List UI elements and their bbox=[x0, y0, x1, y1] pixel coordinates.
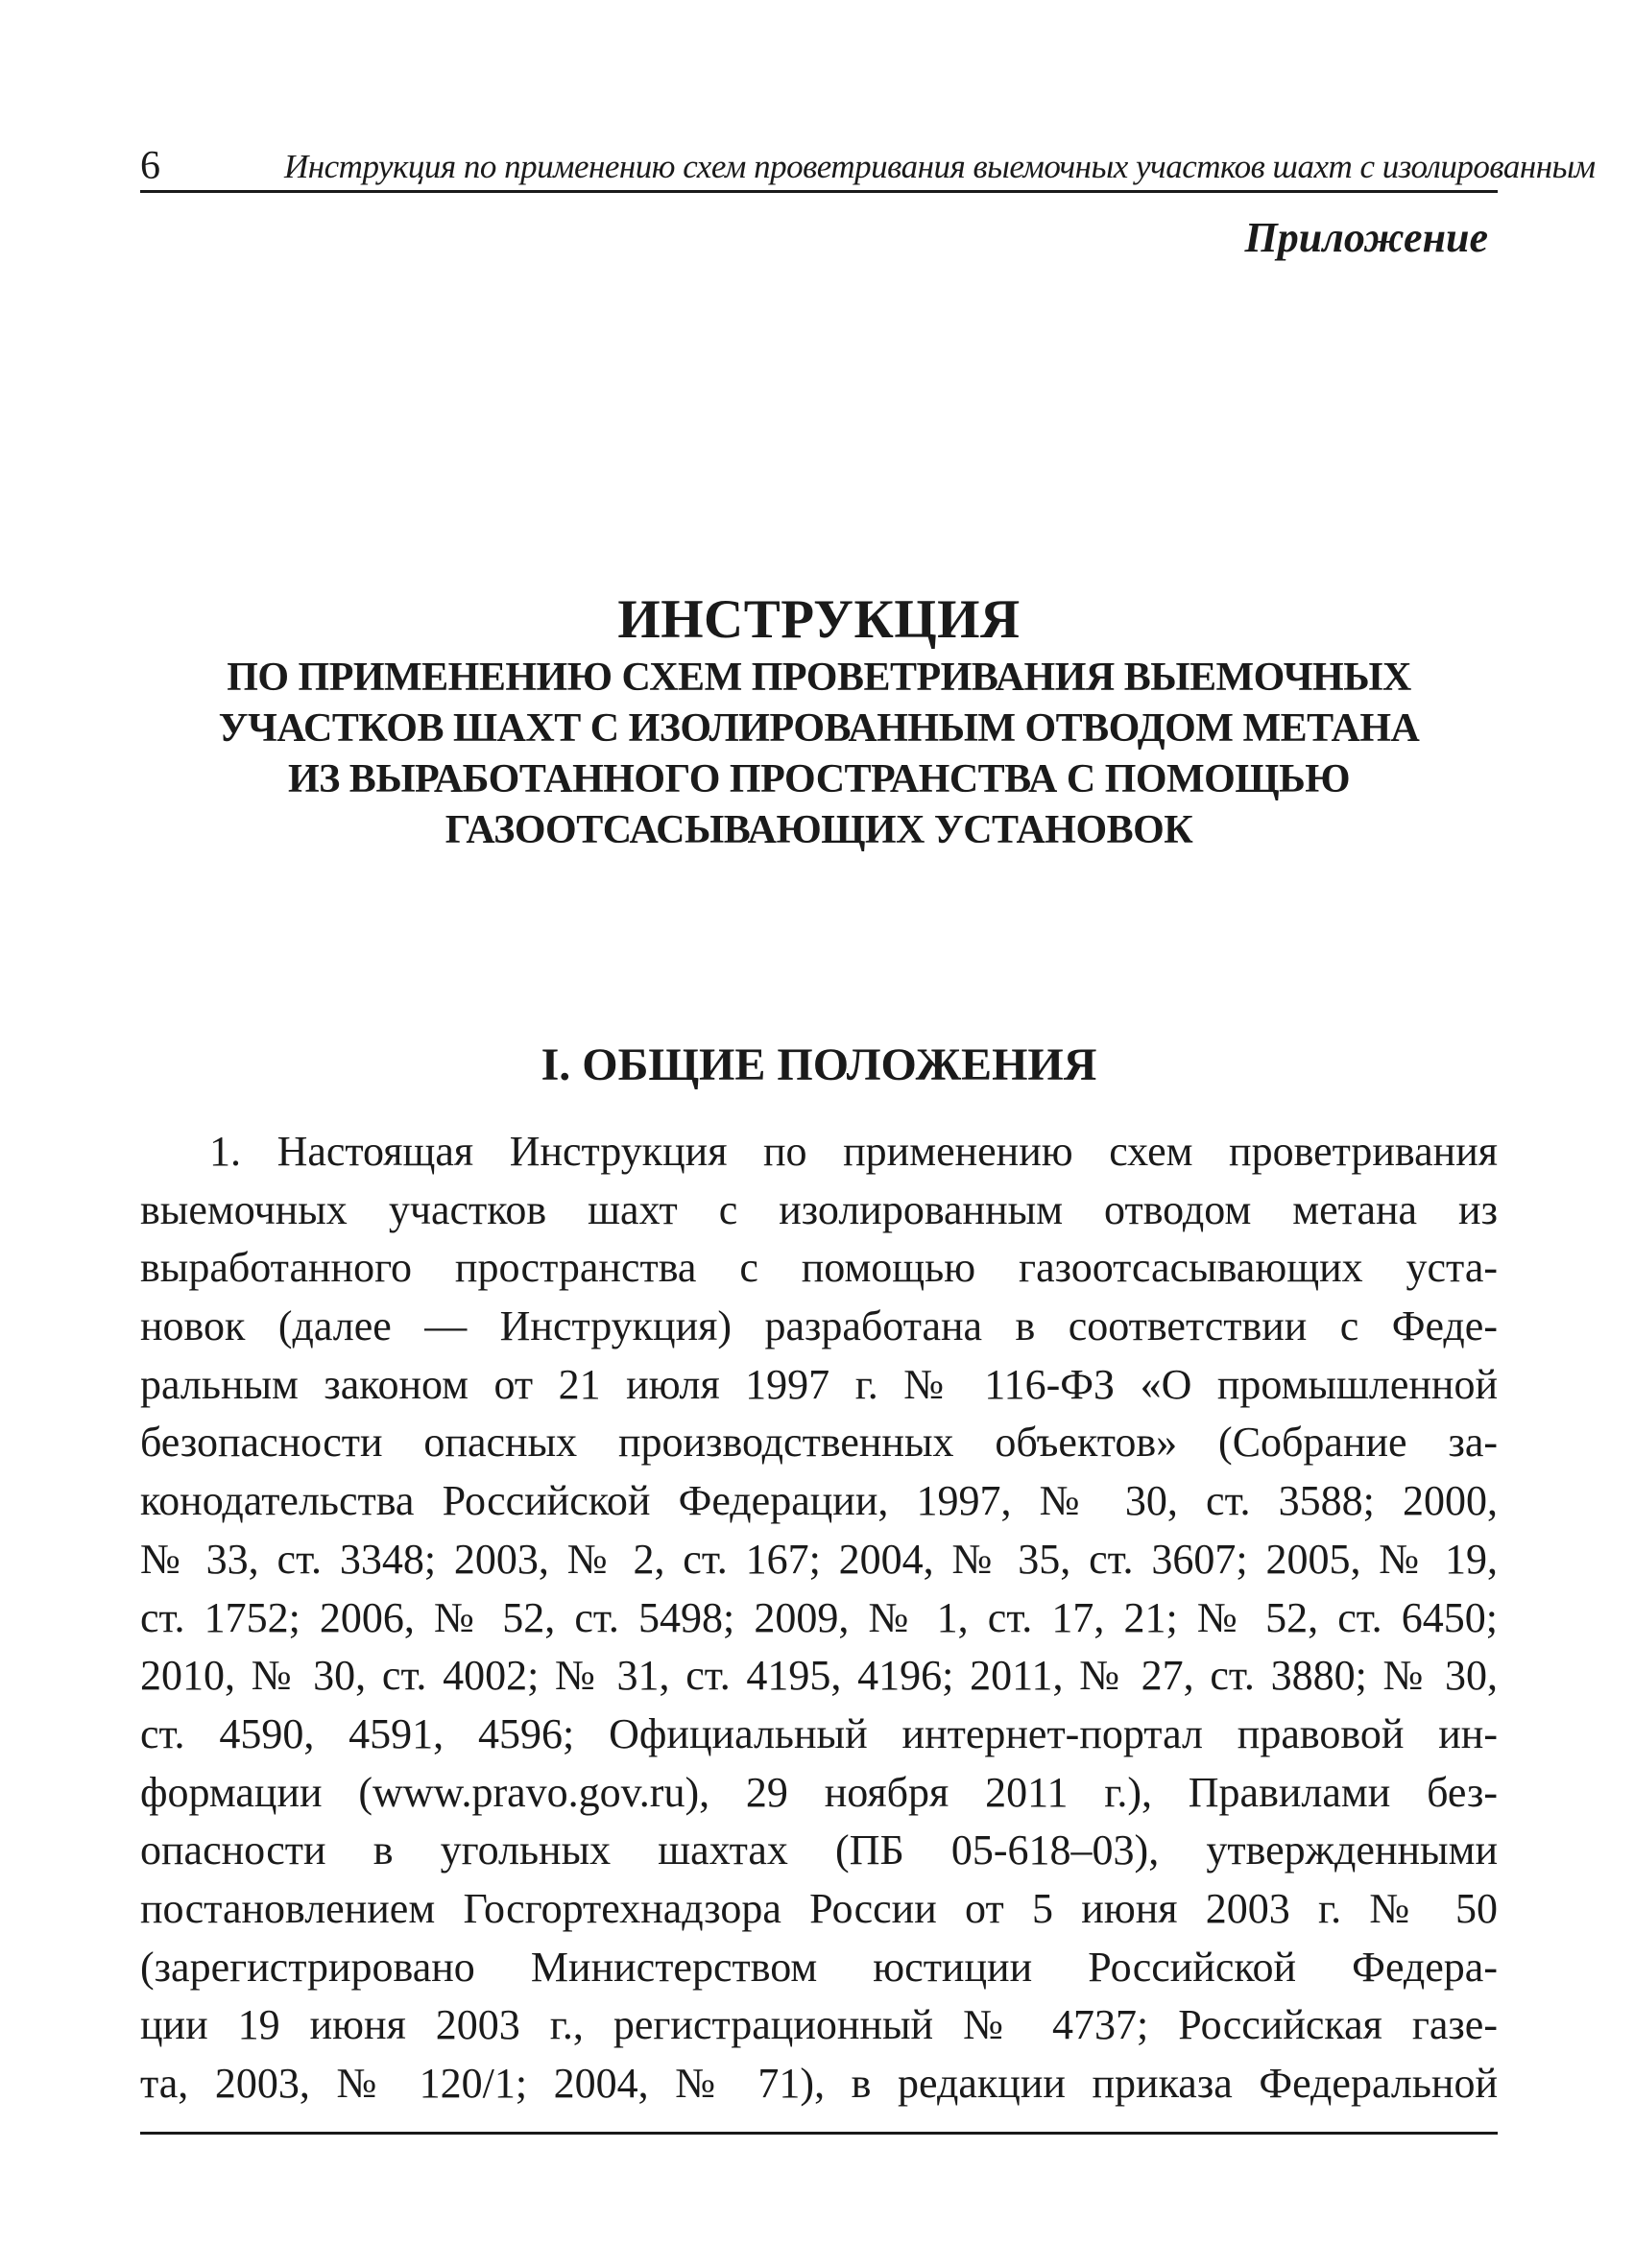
running-title: Инструкция по применению схем проветривания выемочных участков шахт с изолированным bbox=[284, 148, 1596, 185]
paragraph-line: ст. 1752; 2006, № 52, ст. 5498; 2009, № 1, ст. 17, 21; № 52, ст. 6450; bbox=[140, 1593, 1498, 1641]
paragraph-line: опасности в угольных шахтах (ПБ 05-618–03), утвержденными bbox=[140, 1826, 1498, 1874]
paragraph-line: безопасности опасных производственных объектов» (Собрание за- bbox=[140, 1419, 1498, 1467]
appendix-label: Приложение bbox=[1244, 214, 1488, 261]
document-title bbox=[140, 587, 1498, 856]
paragraph-line: 1. Настоящая Инструкция по применению схем проветривания bbox=[209, 1128, 1498, 1175]
paragraph-line: формации (www.pravo.gov.ru), 29 ноября 2011 г.), Правилами без- bbox=[140, 1768, 1498, 1816]
paragraph-line: постановлением Госгортехнадзора России от 5 июня 2003 г. № 50 bbox=[140, 1884, 1498, 1932]
paragraph-line: конодательства Российской Федерации, 1997, № 30, ст. 3588; 2000, bbox=[140, 1477, 1498, 1525]
page-number: 6 bbox=[140, 144, 160, 188]
paragraph-line: та, 2003, № 120/1; 2004, № 71), в редакции приказа Федеральной bbox=[140, 2060, 1498, 2107]
document-title-line: УЧАСТКОВ ШАХТ С ИЗОЛИРОВАННЫМ ОТВОДОМ МЕТАНА bbox=[218, 706, 1420, 751]
paragraph-line: ральным законом от 21 июля 1997 г. № 116-ФЗ «О промышленной bbox=[140, 1360, 1498, 1408]
paragraph-line: ст. 4590, 4591, 4596; Официальный интернет-портал правовой ин- bbox=[140, 1709, 1498, 1757]
paragraph-line: выемочных участков шахт с изолированным отводом метана из bbox=[140, 1185, 1498, 1233]
body-paragraph bbox=[140, 1123, 1498, 2113]
document-title-line: ГАЗООТСАСЫВАЮЩИХ УСТАНОВОК bbox=[445, 808, 1193, 852]
running-header bbox=[140, 144, 1596, 193]
footer-divider bbox=[140, 2132, 1498, 2135]
section-heading: I. ОБЩИЕ ПОЛОЖЕНИЯ bbox=[541, 1039, 1097, 1090]
paragraph-line: выработанного пространства с помощью газоотсасывающих уста- bbox=[140, 1244, 1498, 1292]
paragraph-line: № 33, ст. 3348; 2003, № 2, ст. 167; 2004, № 35, ст. 3607; 2005, № 19, bbox=[140, 1535, 1498, 1583]
document-title-line: ИЗ ВЫРАБОТАННОГО ПРОСТРАНСТВА С ПОМОЩЬЮ bbox=[287, 757, 1351, 801]
paragraph-line: 2010, № 30, ст. 4002; № 31, ст. 4195, 4196; 2011, № 27, ст. 3880; № 30, bbox=[140, 1652, 1498, 1700]
paragraph-line: ции 19 июня 2003 г., регистрационный № 4737; Российская газе- bbox=[140, 2001, 1498, 2049]
paragraph-line: новок (далее — Инструкция) разработана в соответствии с Феде- bbox=[140, 1302, 1498, 1350]
document-title-main: ИНСТРУКЦИЯ bbox=[617, 589, 1021, 650]
paragraph-line: (зарегистрировано Министерством юстиции Российской Федера- bbox=[140, 1943, 1498, 1991]
document-title-line: ПО ПРИМЕНЕНИЮ СХЕМ ПРОВЕТРИВАНИЯ ВЫЕМОЧНЫХ bbox=[227, 656, 1411, 700]
